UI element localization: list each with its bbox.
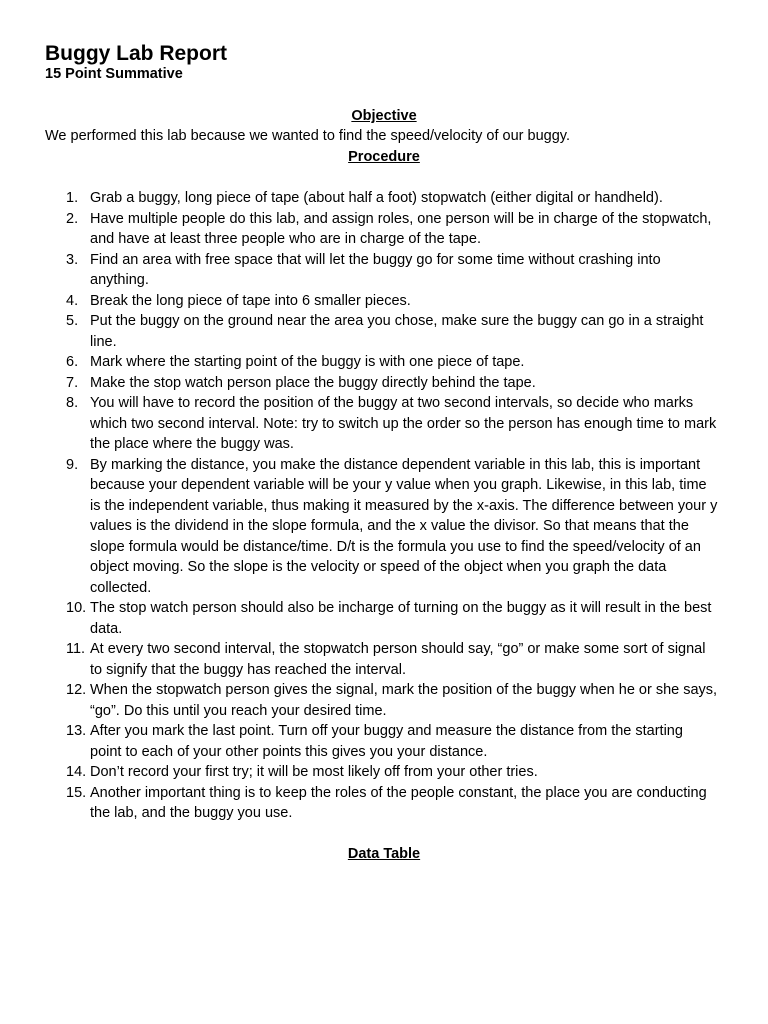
procedure-step — [0, 639, 768, 680]
step-text: Have multiple people do this lab, and assign roles, one person will be in charge of the stopwatch, and have at least three people who are in charge of the tape. — [90, 210, 712, 247]
procedure-step — [0, 352, 768, 373]
document-title: Buggy Lab Report — [45, 42, 227, 65]
procedure-steps-list — [0, 188, 768, 824]
step-text: By marking the distance, you make the distance dependent variable in this lab, this is important because your dependent variable will be your y value when you graph. Likewise, in this lab, time is the independent variable, thus making it measured by the x-axis. The difference between your y values is the dividend in the slope formula, and the x value the divisor. So that means that the slope formula would be distance/time. D/t is the formula you use to find the speed/velocity of an object moving. So the slope is the velocity or speed of the object when you graph the data collected. — [90, 456, 718, 596]
step-text: The stop watch person should also be incharge of turning on the buggy as it will result in the best data. — [90, 600, 712, 637]
step-number: 2. — [66, 210, 79, 227]
step-text: Make the stop watch person place the buggy directly behind the tape. — [90, 374, 536, 391]
step-text: When the stopwatch person gives the signal, mark the position of the buggy when he or she says, “go”. Do this until you reach your desired time. — [90, 682, 718, 719]
step-text: Break the long piece of tape into 6 smaller pieces. — [90, 292, 411, 309]
procedure-step — [0, 680, 768, 721]
step-number: 14. — [66, 764, 87, 780]
step-number: 5. — [66, 313, 79, 329]
step-text: Put the buggy on the ground near the area you chose, make sure the buggy can go in a straight line. — [90, 313, 704, 350]
step-text: Another important thing is to keep the roles of the people constant, the place you are conducting the lab, and the buggy you use. — [90, 784, 707, 821]
data-table-heading: Data Table — [347, 846, 421, 862]
step-text: Mark where the starting point of the buggy is with one piece of tape. — [90, 354, 525, 370]
procedure-step — [0, 291, 768, 312]
procedure-step — [0, 250, 768, 291]
objective-text: We performed this lab because we wanted to find the speed/velocity of our buggy. — [45, 128, 570, 144]
step-number: 3. — [66, 251, 79, 268]
procedure-step — [0, 311, 768, 352]
procedure-step — [0, 209, 768, 250]
procedure-step — [0, 598, 768, 639]
step-number: 4. — [66, 292, 79, 309]
step-number: 6. — [66, 354, 79, 370]
step-number: 15. — [66, 784, 87, 801]
step-number: 11. — [66, 641, 86, 657]
step-text: You will have to record the position of the buggy at two second intervals, so decide who marks which two second interval. Note: try to switch up the order so the person has enough time to mark the place where the buggy was. — [90, 395, 717, 452]
procedure-step — [0, 762, 768, 783]
step-number: 7. — [66, 374, 79, 391]
step-number: 9. — [66, 456, 79, 473]
step-text: After you mark the last point. Turn off your buggy and measure the distance from the starting point to each of your other points this gives you your distance. — [90, 723, 683, 760]
step-number: 10. — [66, 600, 87, 616]
procedure-step — [0, 455, 768, 599]
step-number: 1. — [66, 190, 79, 206]
procedure-step — [0, 783, 768, 824]
step-text: Don’t record your first try; it will be most likely off from your other tries. — [90, 764, 538, 780]
step-number: 8. — [66, 395, 79, 411]
step-number: 12. — [66, 682, 87, 698]
step-text: Grab a buggy, long piece of tape (about half a foot) stopwatch (either digital or handheld). — [90, 190, 663, 206]
procedure-step — [0, 393, 768, 455]
objective-heading: Objective — [351, 108, 417, 124]
procedure-step — [0, 373, 768, 394]
procedure-heading: Procedure — [348, 149, 420, 165]
step-text: At every two second interval, the stopwatch person should say, “go” or make some sort of signal to signify that the buggy has reached the interval. — [90, 641, 706, 678]
procedure-step — [0, 721, 768, 762]
step-number: 13. — [66, 723, 87, 739]
step-text: Find an area with free space that will let the buggy go for some time without crashing into anything. — [90, 251, 661, 288]
procedure-step — [0, 188, 768, 209]
document-subtitle: 15 Point Summative — [45, 66, 183, 82]
